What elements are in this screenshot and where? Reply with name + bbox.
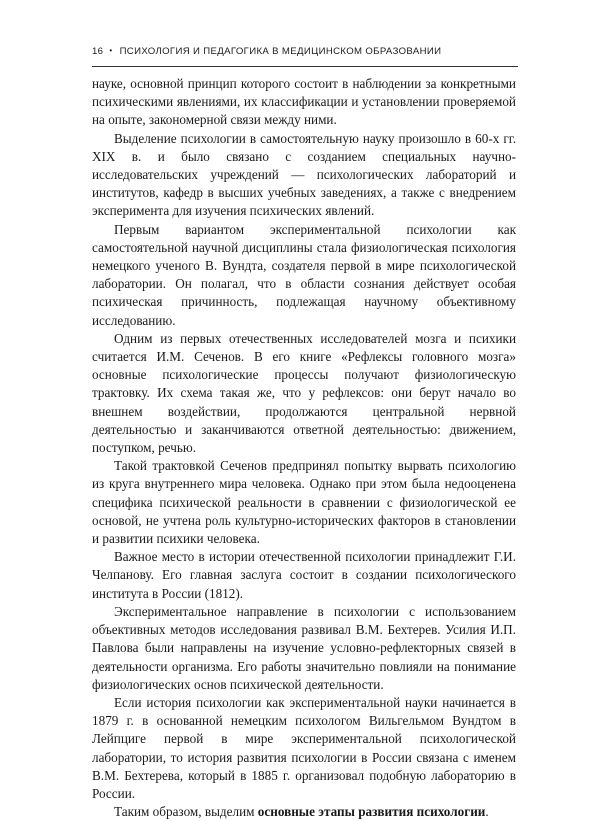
paragraph: науке, основной принцип которого состоит в наблюдении за конкретными психическими явлениями, их классификации и установлении проверяемой на опыте, закономерной связи между ними. xyxy=(92,76,516,128)
paragraph: Одним из первых отечественных исследователей мозга и психики считается И.М. Сеченов. В его книге «Рефлексы головного мозга» основные психологические процессы получают физиологическую трактовку. Их схема такая же, что у рефлексов: они берут начало во внешнем воздействии, продолжаются центральной нервной деятельностью и заканчиваются ответной деятельностью: движением, поступком, речью. xyxy=(92,330,516,456)
paragraph: Если история психологии как экспериментальной науки начинается в 1879 г. в основанной немецким психологом Вильгельмом Вундтом в Лейпциге первой в мире экспериментальной психологической лаборатории, то история развития психологии в России связана с именем В.М. Бехтерева, который в 1885 г. организовал подобную лабораторию в России. xyxy=(92,694,516,801)
final-paragraph-end: . xyxy=(485,804,489,820)
paragraph: Важное место в истории отечественной психологии принадлежит Г.И. Челпанову. Его главная заслуга состоит в создании психологического института в России (1812). xyxy=(92,549,516,601)
paragraph: Первым вариантом экспериментальной психологии как самостоятельной научной дисциплины стала физиологическая психология немецкого ученого В. Вундта, создателя первой в мире психологической лаборатории. Он полагал, что в области сознания действует особая психическая причинность, подлежащая научному объективному исследованию. xyxy=(92,221,516,328)
running-title: ПСИХОЛОГИЯ И ПЕДАГОГИКА В МЕДИЦИНСКОМ ОБРАЗОВАНИИ xyxy=(119,46,442,57)
header-bullet: • xyxy=(109,46,113,55)
paragraph: Такой трактовкой Сеченов предпринял попытку вырвать психологию из круга внутреннего мира человека. Однако при этом была недооценена специфика психической реальности в сравнении с физиологической ее основой, не учтена роль культурно-исторических факторов в становлении и развитии психики человека. xyxy=(92,458,516,547)
paragraph: Экспериментальное направление в психологии с использованием объективных методов исследования развивал В.М. Бехтерев. Усилия И.П. Павлова были направлены на изучение условно-рефлекторных связей в деятельности организма. Его работы значительно повлияли на понимание физиологических основ психической деятельности. xyxy=(92,603,516,692)
key-term-bold: основные этапы развития психологии xyxy=(257,804,486,820)
header-rule xyxy=(92,66,518,67)
running-header xyxy=(92,46,518,57)
paragraph: Выделение психологии в самостоятельную науку произошло в 60-х гг. XIX в. и было связано с созданием специальных научно-исследовательских учреждений — психологических лабораторий и институтов, кафедр в высших учебных заведениях, а также с внедрением эксперимента для изучения психических явлений. xyxy=(92,130,516,219)
final-paragraph xyxy=(92,803,516,821)
final-paragraph-lead: Таким образом, выделим xyxy=(114,804,258,820)
page-number: 16 xyxy=(92,46,104,57)
body-text xyxy=(92,75,516,821)
